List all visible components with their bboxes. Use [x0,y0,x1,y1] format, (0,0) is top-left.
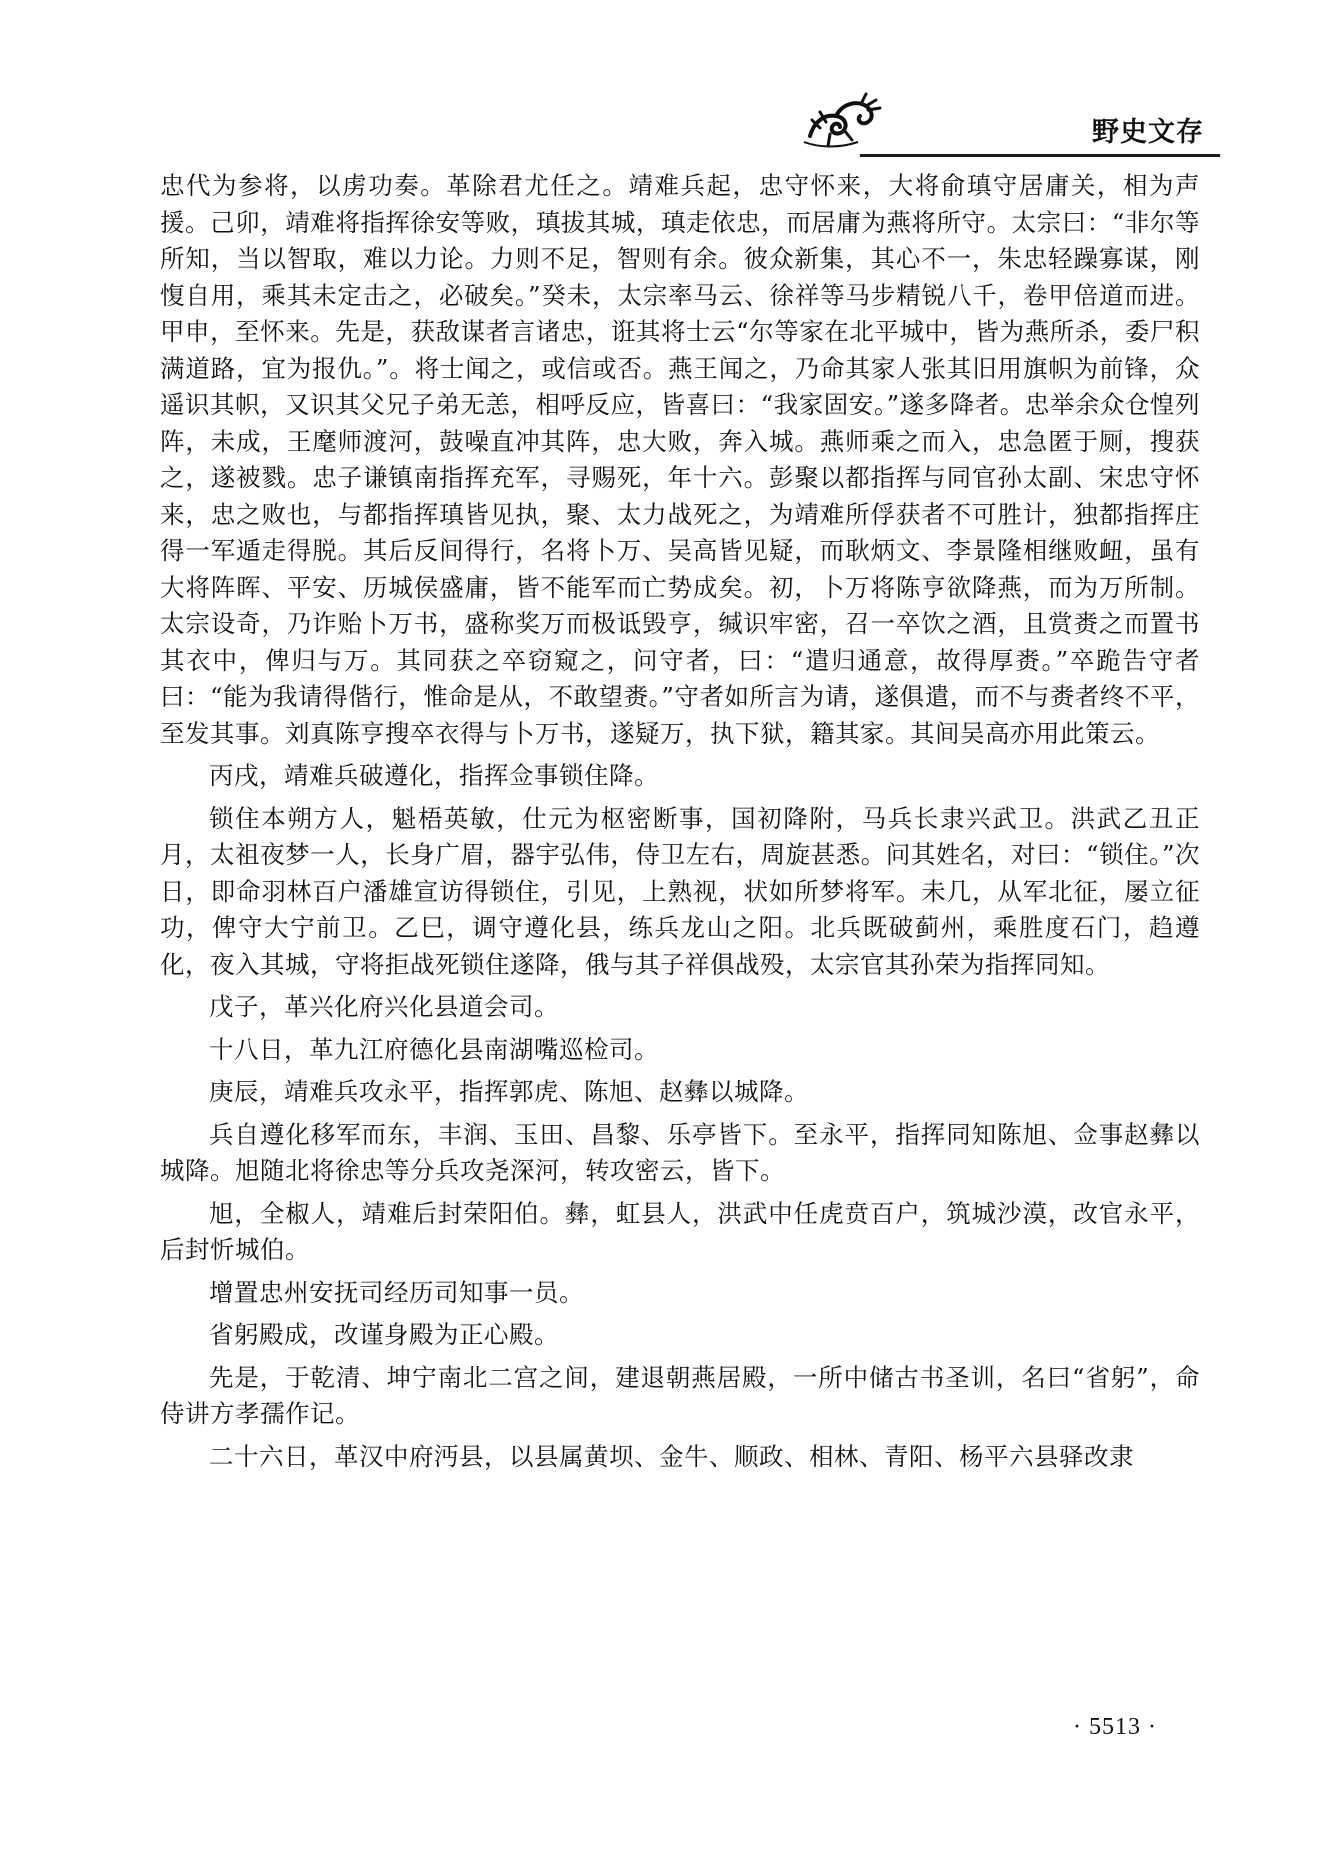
paragraph: 戊子，革兴化府兴化县道会司。 [209,992,559,1021]
paragraph: 锁住本朔方人，魁梧英敏，仕元为枢密断事，国初降附，马兵长隶兴武卫。洪武乙丑正月，太祖夜梦一人，长身广眉，器宇弘伟，侍卫左右，周旋甚悉。问其姓名，对曰：“锁住。”次日，即命羽林百户潘雄宣访得锁住，引见，上熟视，状如所梦将军。未几，从军北征，屡立征功，俾守大宁前卫。乙巳，调守遵化县，练兵龙山之阳。北兵既破蓟州，乘胜度石门，趋遵化，夜入其城，守将拒战死锁住遂降，俄与其子祥俱战殁，太宗官其孙荣为指挥同知。 [160,803,1200,979]
paragraph: 庚辰，靖难兵攻永平，指挥郭虎、陈旭、赵彝以城降。 [209,1077,809,1106]
paragraph: 省躬殿成，改谨身殿为正心殿。 [209,1320,559,1349]
paragraph: 丙戌，靖难兵破遵化，指挥佥事锁住降。 [209,761,659,790]
dragon-emblem-icon [800,92,884,152]
header-title: 野史文存 [1092,117,1204,148]
header-divider [860,154,1220,157]
paragraph: 旭，全椒人，靖难后封荣阳伯。彝，虹县人，洪武中任虎贲百户，筑城沙漠，改官永平，后封忻城伯。 [160,1198,1200,1264]
paragraph: 忠代为参将，以虏功奏。革除君尤任之。靖难兵起，忠守怀来，大将俞瑱守居庸关，相为声援。己卯，靖难将指挥徐安等败，瑱拔其城，瑱走依忠，而居庸为燕将所守。太宗曰：“非尔等所知，当以智取，难以力论。力则不足，智则有余。彼众新集，其心不一，朱忠轻躁寡谋，刚愎自用，乘其未定击之，必破矣。”癸未，太宗率马云、徐祥等马步精锐八千，卷甲倍道而进。甲申，至怀来。先是，获敌谋者言诸忠，诳其将士云“尔等家在北平城中，皆为燕所杀，委尸积满道路，宜为报仇。”。将士闻之，或信或否。燕王闻之，乃命其家人张其旧用旗帜为前锋，众遥识其帜，又识其父兄子弟无恙，相呼反应，皆喜曰：“我家固安。”遂多降者。忠举余众仓惶列阵，未成，王麾师渡河，鼓噪直冲其阵，忠大败，奔入城。燕师乘之而入，忠急匿于厕，搜获之，遂被戮。忠子谦镇南指挥充军，寻赐死，年十六。彭聚以都指挥与同官孙太副、宋忠守怀来，忠之败也，与都指挥瑱皆见执，聚、太力战死之，为靖难所俘获者不可胜计，独都指挥庄得一军遁走得脱。其后反间得行，名将卜万、吴高皆见疑，而耿炳文、李景隆相继败衄，虽有大将阵晖、平安、历城侯盛庸，皆不能军而亡势成矣。初，卜万将陈亨欲降燕，而为万所制。太宗设奇，乃诈贻卜万书，盛称奖万而极诋毁亨，缄识牢密，召一卒饮之酒，且赏赉之而置书其衣中，俾归与万。其同获之卒窃窥之，问守者，曰：“遣归通意，故得厚赉。”卒跪告守者曰：“能为我请得偕行，惟命是从，不敢望赉。”守者如所言为请，遂俱遣，而不与赉者终不平，至发其事。刘真陈亨搜卒衣得与卜万书，遂疑万，执下狱，籍其家。其间吴高亦用此策云。 [160,171,1200,748]
paragraph: 先是，于乾清、坤宁南北二宫之间，建退朝燕居殿，一所中储古书圣训，名曰“省躬”，命侍讲方孝孺作记。 [160,1362,1200,1428]
main-text [160,168,1200,1481]
running-header [800,92,1220,152]
paragraph: 兵自遵化移军而东，丰润、玉田、昌黎、乐亭皆下。至永平，指挥同知陈旭、佥事赵彝以城降。旭随北将徐忠等分兵攻尧深河，转攻密云，皆下。 [160,1119,1200,1185]
paragraph: 十八日，革九江府德化县南湖嘴巡检司。 [209,1034,659,1064]
paragraph: 二十六日，革汉中府沔县，以县属黄坝、金牛、顺政、相林、青阳、杨平六县驿改隶 [209,1441,1134,1471]
paragraph: 增置忠州安抚司经历司知事一员。 [209,1277,584,1307]
page-number: · 5513 · [1073,1714,1157,1740]
